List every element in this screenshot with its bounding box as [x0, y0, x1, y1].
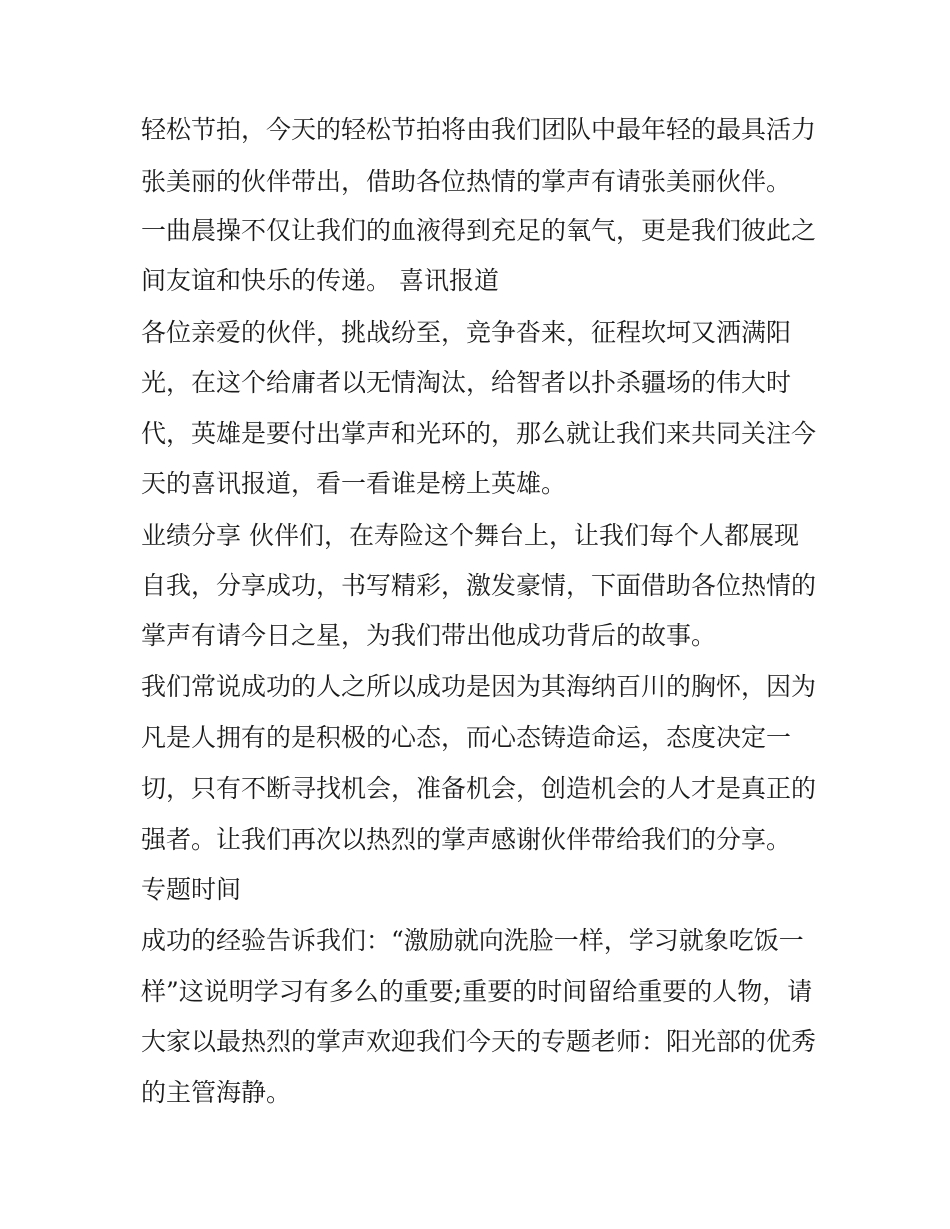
text-line: 的主管海静。 — [141, 1078, 292, 1107]
text-line: 间友谊和快乐的传递。 喜讯报道 — [141, 266, 499, 295]
text-line: 代，英雄是要付出掌声和光环的，那么就让我们来共同关注今 — [141, 419, 817, 448]
text-line: 我们常说成功的人之所以成功是因为其海纳百川的胸怀，因为 — [141, 672, 817, 701]
section-heading: 专题时间 — [141, 875, 242, 904]
text-line: 成功的经验告诉我们：“激励就向洗脸一样，学习就象吃饭一 — [141, 926, 804, 955]
text-line: 光，在这个给庸者以无情淘汰，给智者以扑杀疆场的伟大时 — [141, 368, 792, 397]
text-line: 业绩分享 伙伴们，在寿险这个舞台上，让我们每个人都展现 — [141, 521, 799, 550]
text-line: 大家以最热烈的掌声欢迎我们今天的专题老师：阳光部的优秀 — [141, 1027, 817, 1056]
text-line: 自我，分享成功，书写精彩，激发豪情，下面借助各位热情的 — [141, 571, 817, 600]
text-line: 轻松节拍，今天的轻松节拍将由我们团队中最年轻的最具活力 — [141, 115, 817, 144]
text-line: 天的喜讯报道，看一看谁是榜上英雄。 — [141, 469, 567, 498]
text-line: 切，只有不断寻找机会，准备机会，创造机会的人才是真正的 — [141, 774, 817, 803]
text-line: 张美丽的伙伴带出，借助各位热情的掌声有请张美丽伙伴。 — [141, 167, 792, 196]
text-line: 掌声有请今日之星，为我们带出他成功背后的故事。 — [141, 621, 717, 650]
text-line: 一曲晨操不仅让我们的血液得到充足的氧气，更是我们彼此之 — [141, 216, 817, 245]
text-line: 强者。让我们再次以热烈的掌声感谢伙伴带给我们的分享。 — [141, 825, 792, 854]
text-line: 样”这说明学习有多么的重要;重要的时间留给重要的人物，请 — [141, 977, 813, 1006]
text-line: 各位亲爱的伙伴，挑战纷至，竞争沓来，征程坎坷又洒满阳 — [141, 318, 792, 347]
text-line: 凡是人拥有的是积极的心态，而心态铸造命运，态度决定一 — [141, 723, 792, 752]
